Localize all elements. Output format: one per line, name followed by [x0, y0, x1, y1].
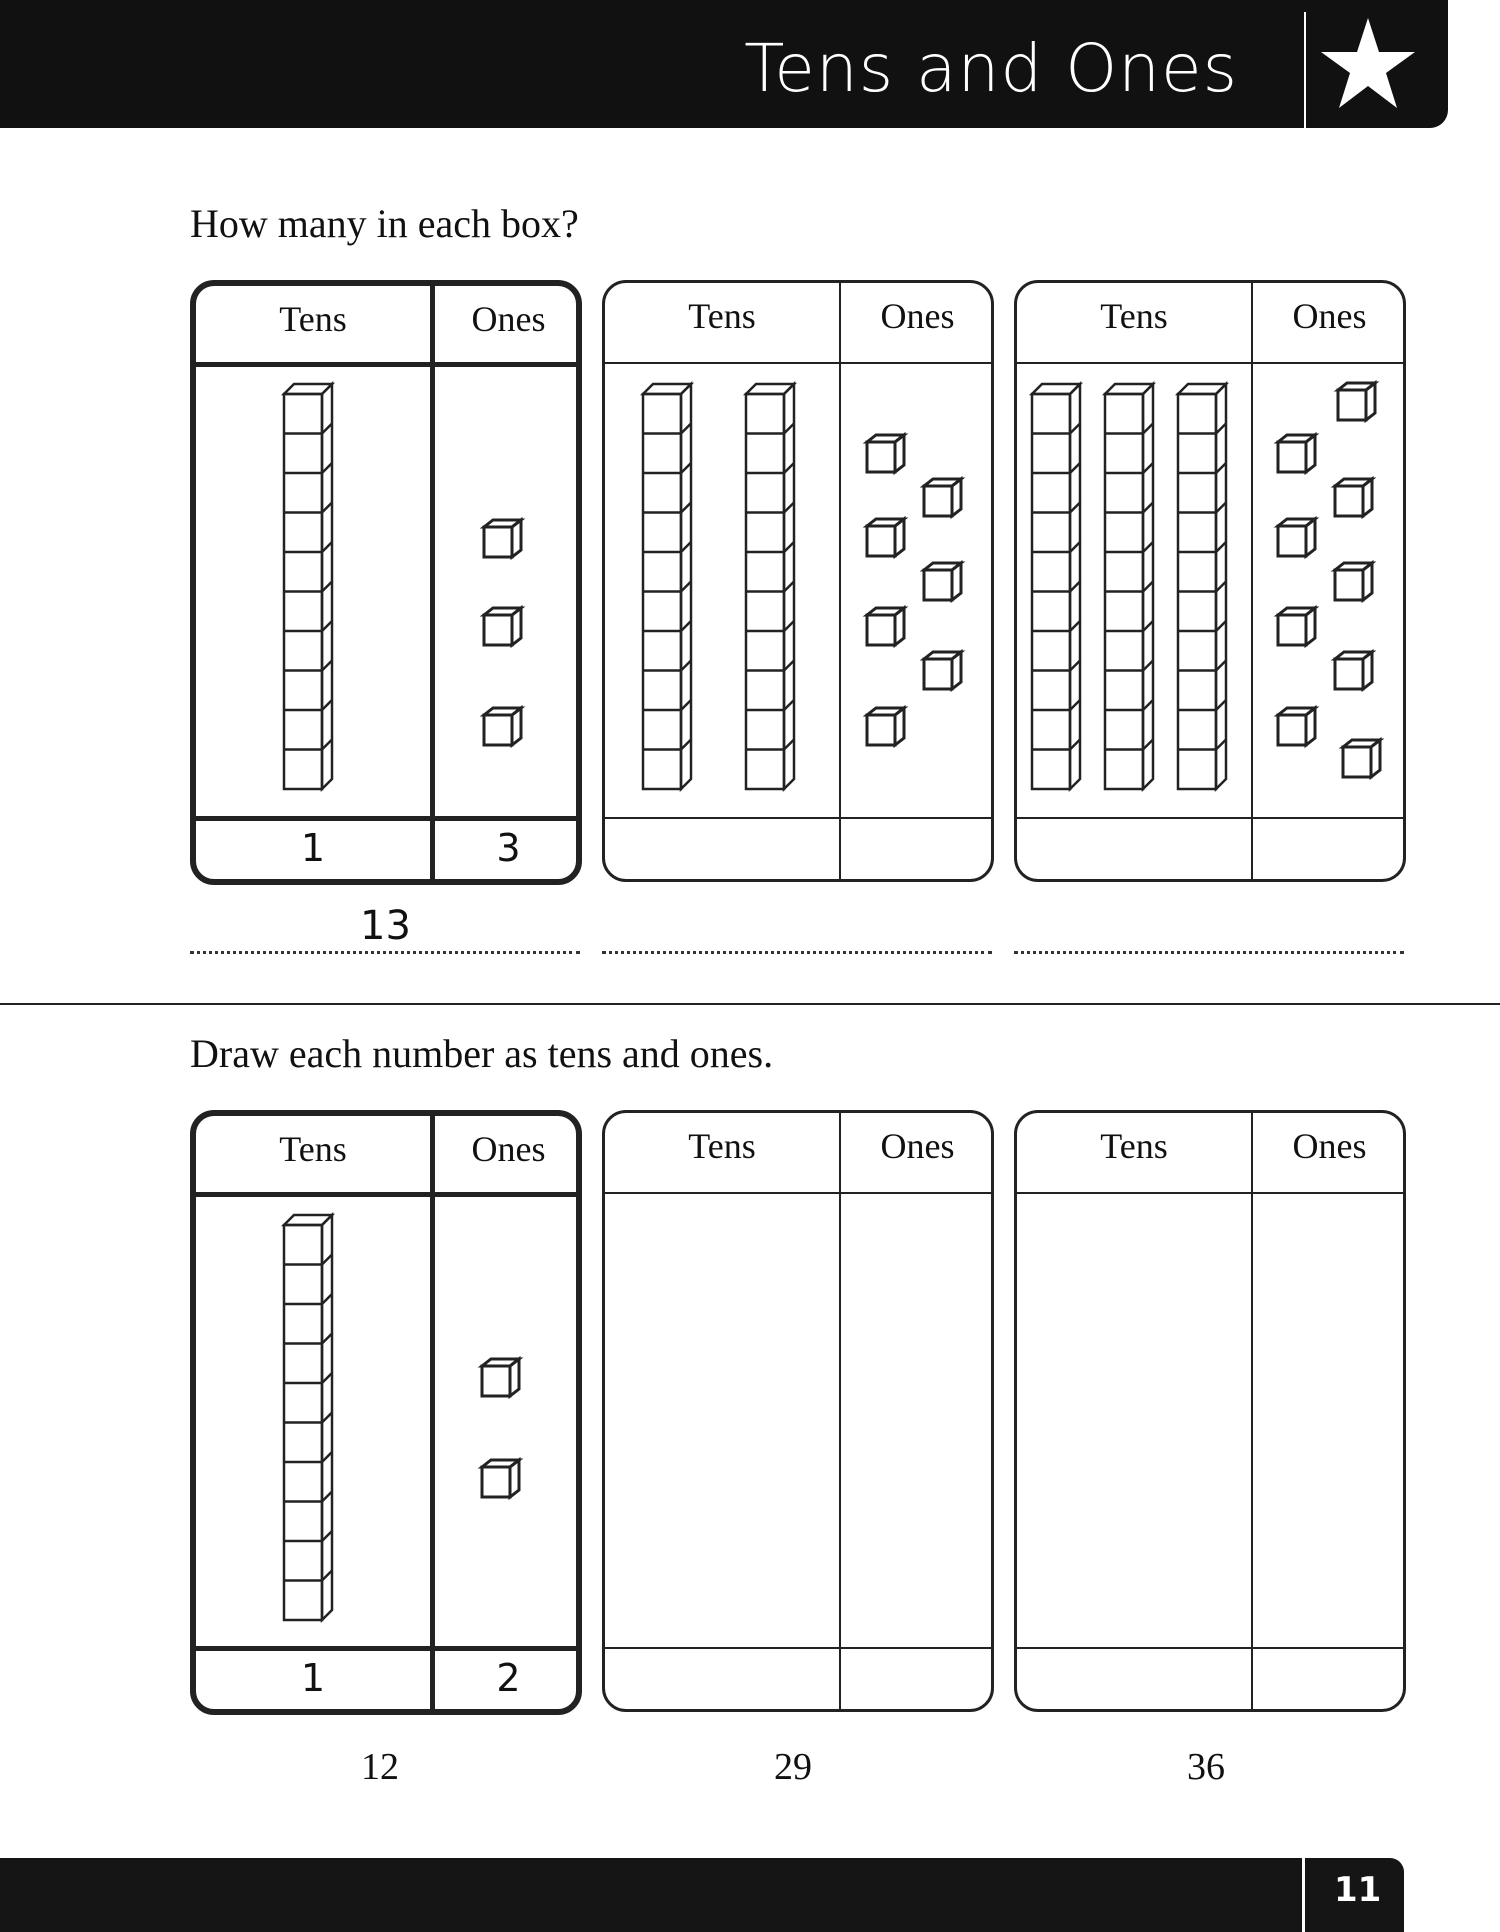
answer-row-divider — [1017, 817, 1403, 819]
footer-divider — [1302, 1858, 1305, 1932]
place-value-box-1 — [190, 280, 582, 885]
answer-line[interactable] — [190, 951, 580, 954]
column-divider — [430, 1116, 435, 1709]
one-cube-icon — [1333, 561, 1379, 603]
tens-label: Tens — [279, 1129, 347, 1169]
answer-row-divider — [196, 816, 576, 821]
answer-line[interactable] — [1014, 951, 1404, 954]
one-cube-icon — [480, 1458, 526, 1500]
tens-answer[interactable]: 1 — [300, 1656, 326, 1700]
ones-label: Ones — [471, 1129, 546, 1169]
one-cube-icon — [865, 706, 911, 748]
star-icon — [1318, 14, 1418, 114]
target-number: 12 — [361, 1746, 399, 1788]
one-cube-icon — [922, 477, 968, 519]
page-number: 11 — [1334, 1870, 1382, 1910]
header-row-divider — [196, 1192, 576, 1197]
tens-answer[interactable]: 1 — [300, 826, 326, 870]
section2-instruction: Draw each number as tens and ones. — [190, 1031, 774, 1076]
column-divider — [430, 286, 435, 879]
ones-answer[interactable]: 3 — [496, 826, 521, 870]
column-divider — [1251, 1113, 1253, 1709]
header-row-divider — [1017, 362, 1403, 364]
answer-line[interactable] — [602, 951, 992, 954]
tens-rod-icon — [282, 1213, 338, 1623]
one-cube-icon — [1333, 650, 1379, 692]
tens-label: Tens — [1100, 296, 1168, 336]
section-divider — [0, 1003, 1500, 1005]
tens-label: Tens — [1100, 1126, 1168, 1166]
one-cube-icon — [922, 561, 968, 603]
tens-label: Tens — [688, 296, 756, 336]
tens-label: Tens — [688, 1126, 756, 1166]
tens-rod-icon — [1030, 382, 1086, 792]
header-row-divider — [1017, 1192, 1403, 1194]
one-cube-icon — [865, 433, 911, 475]
one-cube-icon — [922, 650, 968, 692]
column-divider — [839, 283, 841, 879]
header-row-divider — [196, 362, 576, 367]
header-row-divider — [605, 362, 991, 364]
ones-label: Ones — [880, 1126, 955, 1166]
tens-rod-icon — [1103, 382, 1159, 792]
answer-row-divider — [605, 1647, 991, 1649]
ones-answer[interactable]: 2 — [496, 1656, 521, 1700]
ones-label: Ones — [471, 299, 546, 339]
one-cube-icon — [1333, 477, 1379, 519]
tens-rod-icon — [1176, 382, 1232, 792]
header-row-divider — [605, 1192, 991, 1194]
section1-instruction: How many in each box? — [190, 201, 579, 246]
target-number: 29 — [774, 1746, 812, 1788]
column-divider — [1251, 283, 1253, 879]
one-cube-icon — [865, 517, 911, 559]
draw-box-3[interactable] — [1014, 1110, 1406, 1712]
one-cube-icon — [482, 606, 528, 648]
one-cube-icon — [482, 706, 528, 748]
column-divider — [839, 1113, 841, 1709]
page-header — [0, 0, 1448, 128]
ones-label: Ones — [880, 296, 955, 336]
target-number: 36 — [1187, 1746, 1225, 1788]
page-title: Tens and Ones — [744, 30, 1238, 107]
draw-box-1 — [190, 1110, 582, 1715]
one-cube-icon — [1336, 381, 1382, 423]
one-cube-icon — [1276, 433, 1322, 475]
answer-row-divider — [196, 1646, 576, 1651]
ones-label: Ones — [1292, 296, 1367, 336]
draw-box-2[interactable] — [602, 1110, 994, 1712]
header-divider — [1304, 12, 1306, 128]
answer-row-divider — [1017, 1647, 1403, 1649]
one-cube-icon — [482, 518, 528, 560]
tens-rod-icon — [282, 382, 338, 792]
one-cube-icon — [1276, 706, 1322, 748]
page-footer — [0, 1858, 1404, 1932]
tens-rod-icon — [744, 382, 800, 792]
one-cube-icon — [865, 606, 911, 648]
answer-row-divider — [605, 817, 991, 819]
one-cube-icon — [1276, 606, 1322, 648]
one-cube-icon — [1341, 738, 1387, 780]
one-cube-icon — [1276, 517, 1322, 559]
tens-label: Tens — [279, 299, 347, 339]
tens-rod-icon — [641, 382, 697, 792]
one-cube-icon — [480, 1357, 526, 1399]
total-answer[interactable]: 13 — [360, 903, 411, 949]
ones-label: Ones — [1292, 1126, 1367, 1166]
